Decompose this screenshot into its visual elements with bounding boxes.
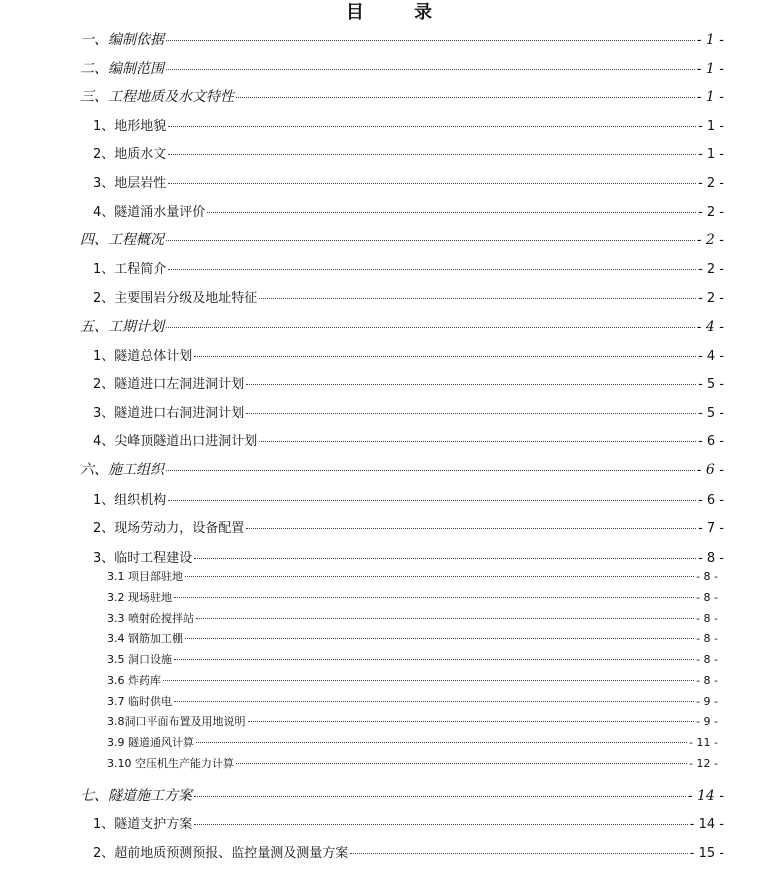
toc-entry-page: - 7 - [698,521,724,536]
dot-leader [168,500,696,501]
toc-entry-label: 2、地质水文 [93,147,167,162]
toc-entry-page: - 15 - [689,846,724,861]
toc-entry[interactable] [107,589,718,605]
toc-entry[interactable] [80,785,724,805]
toc-entry-label: 3、临时工程建设 [93,551,193,566]
toc-entry-page: - 12 - [689,757,718,770]
toc-entry-label: 3、隧道进口右洞进洞计划 [93,406,245,421]
toc-entry-page: - 8 - [696,674,718,687]
toc-entry-label: 一、编制依据 [80,32,164,48]
toc-entry[interactable] [107,693,718,709]
dot-leader [259,298,696,299]
toc-entry-label: 3.4 钢筋加工棚 [107,632,183,645]
toc-entry[interactable] [107,755,718,771]
toc-entry[interactable] [107,568,718,584]
toc-entry-page: - 2 - [698,262,724,277]
dot-leader [166,40,695,41]
dot-leader [246,413,696,414]
toc-entry[interactable] [80,229,724,249]
toc-entry-label: 3.10 空压机生产能力计算 [107,757,234,770]
toc-entry[interactable] [107,610,718,626]
toc-entry[interactable] [93,373,724,392]
dot-leader [248,721,695,722]
toc-entry-label: 1、工程简介 [93,262,167,277]
toc-entry-page: - 14 - [687,788,724,804]
dot-leader [168,126,696,127]
toc-entry-page: - 1 - [698,147,724,162]
toc-entry[interactable] [93,813,724,832]
toc-entry-page: - 8 - [696,653,718,666]
toc-entry-page: - 8 - [698,551,724,566]
toc-entry-label: 4、尖峰顶隧道出口进洞计划 [93,434,258,449]
dot-leader [259,441,696,442]
dot-leader [168,154,696,155]
toc-entry-page: - 2 - [696,232,724,248]
toc-entry-label: 3.7 临时供电 [107,695,172,708]
dot-leader [236,97,695,98]
toc-entry-label: 3.2 现场驻地 [107,591,172,604]
dot-leader [185,638,694,639]
toc-entry-page: - 6 - [698,493,724,508]
toc-entry[interactable] [93,287,724,306]
toc-entry-page: - 1 - [698,119,724,134]
dot-leader [194,796,686,797]
toc-entry-page: - 1 - [696,61,724,77]
dot-leader [174,701,694,702]
toc-entry-page: - 8 - [696,632,718,645]
dot-leader [194,558,696,559]
toc-entry-page: - 2 - [698,291,724,306]
toc-entry-label: 3.1 项目部驻地 [107,570,183,583]
toc-entry-label: 五、工期计划 [80,319,164,335]
toc-entry-label: 3.8洞口平面布置及用地说明 [107,715,246,728]
toc-entry[interactable] [93,258,724,277]
toc-entry-page: - 14 - [689,817,724,832]
toc-entry-label: 3、地层岩性 [93,176,167,191]
toc-entry-page: - 4 - [696,319,724,335]
dot-leader [168,269,696,270]
dot-leader [350,853,688,854]
toc-entry[interactable] [93,402,724,421]
toc-entry-label: 3.9 隧道通风计算 [107,736,194,749]
toc-entry-page: - 8 - [696,570,718,583]
toc-entry[interactable] [80,86,724,106]
toc-entry[interactable] [107,734,718,750]
toc-entry[interactable] [80,29,724,49]
toc-entry[interactable] [107,651,718,667]
toc-entry-page: - 1 - [696,32,724,48]
toc-entry[interactable] [93,489,724,508]
toc-entry-page: - 8 - [696,612,718,625]
toc-entry-label: 2、主要围岩分级及地址特征 [93,291,258,306]
dot-leader [207,212,696,213]
dot-leader [236,763,687,764]
dot-leader [246,384,696,385]
toc-entry-label: 2、隧道进口左洞进洞计划 [93,377,245,392]
toc-entry-page: - 11 - [689,736,718,749]
dot-leader [166,327,695,328]
toc-entry-label: 六、施工组织 [80,462,164,478]
toc-entry-page: - 6 - [696,462,724,478]
toc-entry-page: - 4 - [698,349,724,364]
dot-leader [194,356,696,357]
dot-leader [185,576,694,577]
toc-entry-label: 四、工程概况 [80,232,164,248]
toc-entry[interactable] [107,630,718,646]
toc-entry[interactable] [107,713,718,729]
toc-entry[interactable] [93,143,724,162]
toc-entry[interactable] [80,316,724,336]
dot-leader [196,618,694,619]
toc-entry-page: - 2 - [698,205,724,220]
dot-leader [166,69,695,70]
dot-leader [166,240,695,241]
dot-leader [163,680,694,681]
toc-entry-page: - 1 - [696,89,724,105]
toc-entry-label: 2、超前地质预测预报、监控量测及测量方案 [93,846,349,861]
toc-entry[interactable] [80,459,724,479]
toc-entry-page: - 8 - [696,591,718,604]
dot-leader [166,470,695,471]
toc-entry[interactable] [93,345,724,364]
toc-entry-page: - 6 - [698,434,724,449]
toc-entry-label: 3.3 喷射砼搅拌站 [107,612,194,625]
toc-entry[interactable] [93,547,724,566]
toc-entry-label: 1、地形地貌 [93,119,167,134]
toc-entry-label: 3.5 洞口设施 [107,653,172,666]
toc-entry-label: 1、隧道总体计划 [93,349,193,364]
toc-entry-page: - 9 - [696,715,718,728]
dot-leader [246,528,696,529]
toc-entry-label: 3.6 炸药库 [107,674,161,687]
toc-entry-label: 4、隧道涌水量评价 [93,205,206,220]
toc-entry[interactable] [93,172,724,191]
toc-entry[interactable] [93,115,724,134]
toc-entry-label: 三、工程地质及水文特性 [80,89,234,105]
toc-entry-label: 七、隧道施工方案 [80,788,192,804]
toc-entry[interactable] [107,672,718,688]
toc-entry[interactable] [93,842,724,861]
toc-entry-label: 1、隧道支护方案 [93,817,193,832]
toc-entry-page: - 5 - [698,406,724,421]
toc-entry-label: 1、组织机构 [93,493,167,508]
toc-entry[interactable] [93,517,724,536]
toc-title: 目 录 [345,2,455,23]
toc-entry-page: - 2 - [698,176,724,191]
toc-entry-page: - 5 - [698,377,724,392]
toc-entry-label: 2、现场劳动力，设备配置 [93,521,245,536]
toc-entry-page: - 9 - [696,695,718,708]
toc-entry[interactable] [93,201,724,220]
dot-leader [194,824,688,825]
dot-leader [196,742,687,743]
toc-entry[interactable] [80,58,724,78]
toc-entry-label: 二、编制范围 [80,61,164,77]
toc-entry[interactable] [93,430,724,449]
dot-leader [174,597,694,598]
dot-leader [168,183,696,184]
dot-leader [174,659,694,660]
